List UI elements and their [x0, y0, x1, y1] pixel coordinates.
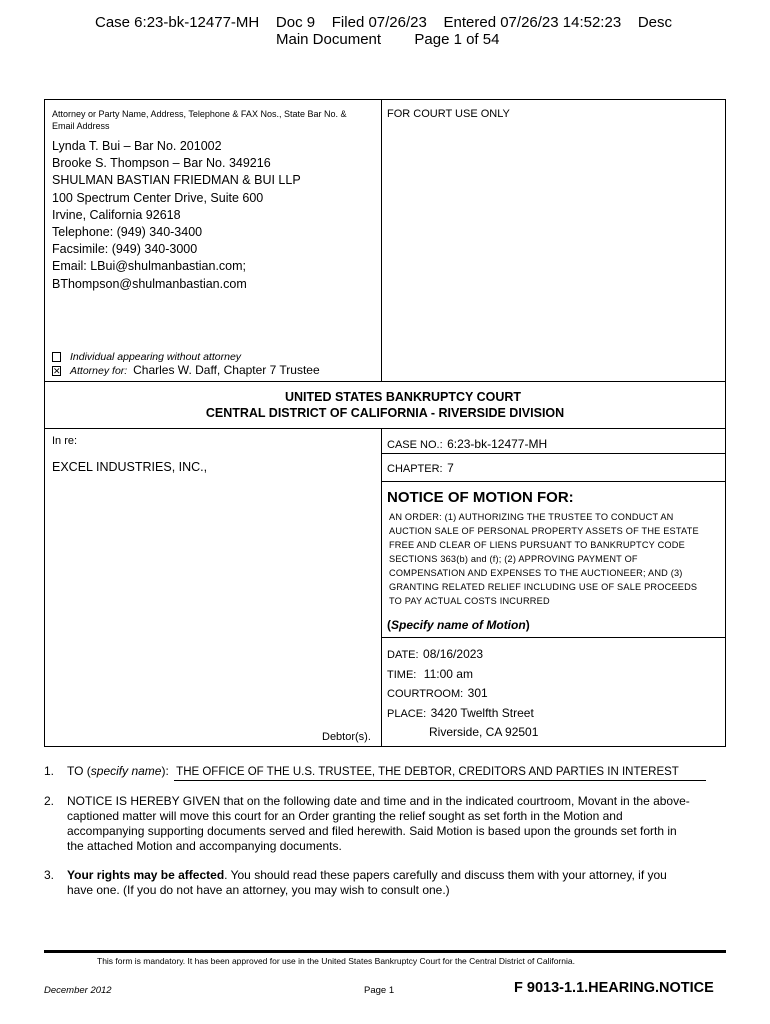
attorney-line: Telephone: (949) 340-3400 [52, 225, 203, 240]
footer-date: December 2012 [44, 985, 112, 996]
chapter-label: CHAPTER: [387, 463, 443, 475]
case-number-row [387, 435, 547, 453]
case-header-line: Case 6:23-bk-12477-MH Doc 9 Filed 07/26/23 Entered 07/26/23 14:52:23 Desc [95, 14, 673, 31]
attorney-line: Facsimile: (949) 340-3000 [52, 242, 198, 257]
debtor-name: EXCEL INDUSTRIES, INC., [52, 460, 208, 474]
hearing-date-value: 08/16/2023 [423, 647, 484, 661]
attorney-info-label: Attorney or Party Name, Address, Telephone & FAX Nos., State Bar No. & Email Address [52, 109, 347, 131]
hearing-date-row [387, 645, 538, 665]
hearing-courtroom-row [387, 684, 538, 704]
attorney-info-lines [52, 138, 301, 293]
attorney-line: SHULMAN BASTIAN FRIEDMAN & BUI LLP [52, 173, 301, 188]
specify-motion-label: (Specify name of Motion) [387, 618, 530, 632]
hearing-date-label: DATE: [387, 649, 419, 661]
case-header-subline: Main Document Page 1 of 54 [276, 31, 500, 48]
hearing-courtroom-label: COURTROOM: [387, 688, 464, 700]
hearing-place-line2: Riverside, CA 92501 [429, 725, 539, 739]
motion-title: NOTICE OF MOTION FOR: [387, 489, 574, 506]
hearing-time-row [387, 665, 538, 685]
individual-checkbox[interactable] [52, 352, 61, 362]
court-title: UNITED STATES BANKRUPTCY COURT CENTRAL DISTRICT OF CALIFORNIA - RIVERSIDE DIVISION [205, 390, 565, 420]
chapter-value: 7 [447, 461, 454, 475]
recipients-value: THE OFFICE OF THE U.S. TRUSTEE, THE DEBTOR, CREDITORS AND PARTIES IN INTEREST [174, 765, 706, 781]
paragraph-1: 1. TO (specify name): THE OFFICE OF THE U.S. TRUSTEE, THE DEBTOR, CREDITORS AND PARTIES IN INTEREST [44, 764, 734, 780]
chapter-row [387, 459, 454, 477]
attorney-line: Lynda T. Bui – Bar No. 201002 [52, 139, 222, 153]
attorney-for-row [52, 363, 320, 377]
in-re-box [44, 428, 382, 747]
hearing-place-row-2 [387, 723, 538, 742]
individual-label: Individual appearing without attorney [70, 351, 242, 363]
attorney-line: Irvine, California 92618 [52, 207, 181, 222]
case-number-value: 6:23-bk-12477-MH [447, 437, 548, 451]
individual-row [52, 351, 241, 363]
hearing-time-label: TIME: [387, 668, 417, 681]
attorney-for-checkbox[interactable]: ✕ [53, 366, 61, 377]
footer-mandatory-note: This form is mandatory. It has been approved for use in the United States Bankruptcy Court for the Central District of California. [97, 956, 575, 966]
attorney-line: Brooke S. Thompson – Bar No. 349216 [52, 156, 271, 171]
footer-page: Page 1 [364, 985, 395, 996]
attorney-for-value: Charles W. Daff, Chapter 7 Trustee [133, 363, 320, 377]
attorney-for-label: Attorney for: [70, 365, 128, 377]
debtor-label: Debtor(s). [322, 731, 371, 743]
footer-form-id: F 9013-1.1.HEARING.NOTICE [514, 980, 714, 996]
hearing-courtroom-value: 301 [467, 686, 488, 700]
in-re-label: In re: [52, 435, 78, 447]
paragraph-3: 3. Your rights may be affected. You should read these papers carefully and discuss them with your attorney, if you have one. (If you do not have an attorney, you may wish to consult one.) [44, 868, 667, 897]
case-number-label: CASE NO.: [387, 439, 443, 451]
hearing-details [387, 645, 538, 742]
attorney-line: Email: LBui@shulmanbastian.com; [52, 259, 247, 274]
attorney-line: BThompson@shulmanbastian.com [52, 276, 247, 291]
court-use-box [381, 99, 726, 382]
hearing-place-line1: 3420 Twelfth Street [430, 705, 534, 720]
hearing-place-label: PLACE: [387, 707, 427, 720]
paragraph-2: 2. NOTICE IS HEREBY GIVEN that on the following date and time and in the indicated courtroom, Movant in the above- captioned matter will move this court for an Order granting the relief sought as set forth in the Motion and accompanying supporting documents served and filed herewith. Said Motion is based upon the grounds set forth in the attached Motion and accompanying documents. [44, 794, 690, 853]
attorney-line: 100 Spectrum Center Drive, Suite 600 [52, 190, 264, 205]
hearing-place-row [387, 704, 538, 724]
hearing-time-value: 11:00 am [423, 666, 473, 681]
footer-rule [44, 950, 726, 953]
court-use-label: FOR COURT USE ONLY [387, 108, 510, 120]
motion-description: AN ORDER: (1) AUTHORIZING THE TRUSTEE TO CONDUCT AN AUCTION SALE OF PERSONAL PROPERTY ASSETS OF THE ESTATE FREE AND CLEAR OF LIENS PURSUANT TO BANKRUPTCY CODE SECTIONS 363(b) and (f); (2) APPROVING PAYMENT OF COMPENSATION AND EXPENSES TO THE AUCTIONEER; AND (3) GRANTING RELATED RELIEF INCLUDING USE OF SALE PROCEEDS TO PAY ACTUAL COSTS INCURRED [389, 512, 699, 606]
